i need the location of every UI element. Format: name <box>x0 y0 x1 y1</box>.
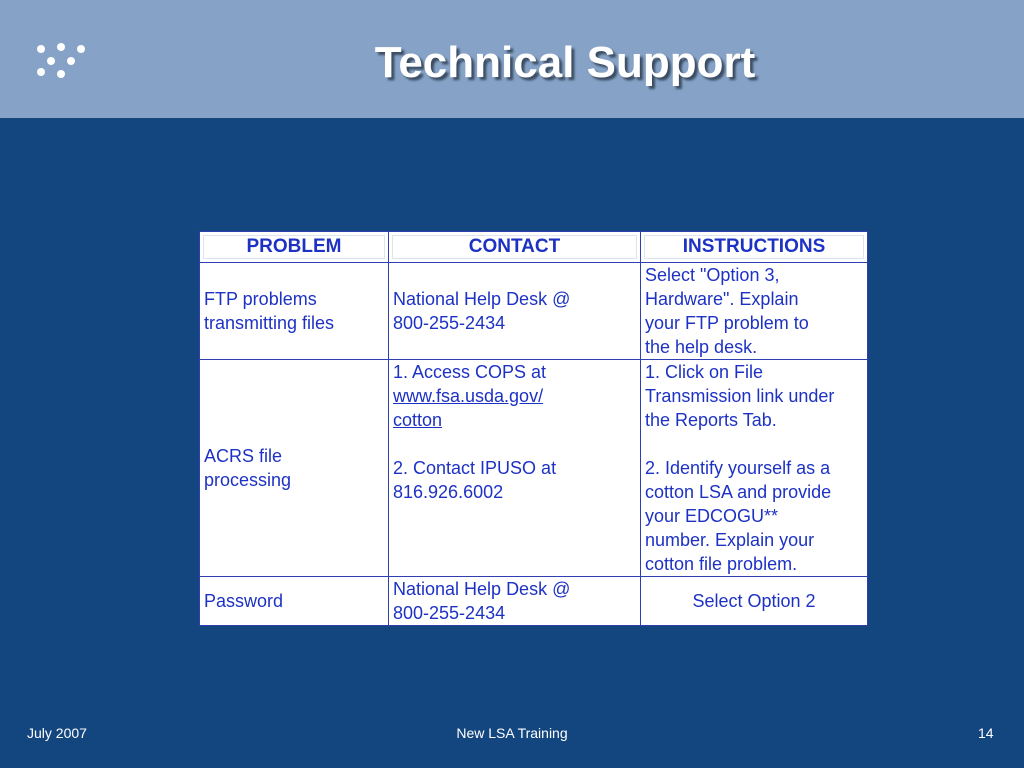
footer-date: July 2007 <box>27 725 87 741</box>
table-header-row <box>200 232 868 263</box>
contact-text: 2. Contact IPUSO at <box>393 458 557 478</box>
instructions-text: Hardware". Explain <box>645 289 799 309</box>
instructions-cell <box>641 577 868 626</box>
table-row <box>200 263 868 360</box>
contact-text: National Help Desk @ <box>393 579 571 599</box>
instructions-text: Select Option 2 <box>692 591 816 611</box>
page-number: 14 <box>978 725 994 741</box>
contact-phone: 800-255-2434 <box>393 313 506 333</box>
problem-cell <box>200 577 389 626</box>
instructions-text: 2. Identify yourself as a <box>645 458 831 478</box>
instructions-text: number. Explain your <box>645 530 815 550</box>
instructions-text: cotton file problem. <box>645 554 798 574</box>
instructions-text: Transmission link under <box>645 386 835 406</box>
instructions-cell <box>641 263 868 360</box>
problem-cell <box>200 360 389 577</box>
contact-cell <box>389 263 641 360</box>
spacer <box>393 432 636 456</box>
problem-text: ACRS file <box>204 446 283 466</box>
contact-cell <box>389 577 641 626</box>
instructions-text: cotton LSA and provide <box>645 482 832 502</box>
table-row <box>200 577 868 626</box>
instructions-text: your FTP problem to <box>645 313 809 333</box>
contact-cell <box>389 360 641 577</box>
instructions-text: Select "Option 3, <box>645 265 780 285</box>
instructions-text: the help desk. <box>645 337 758 357</box>
cops-link[interactable]: www.fsa.usda.gov/ <box>393 386 544 406</box>
contact-text: National Help Desk @ <box>393 289 571 309</box>
column-header-contact: CONTACT <box>389 232 641 263</box>
slide-title: Technical Support <box>374 38 756 87</box>
problem-text: processing <box>204 470 292 490</box>
footer-title: New LSA Training <box>456 725 568 741</box>
contact-text: 1. Access COPS at <box>393 362 547 382</box>
slide-header <box>0 0 1024 118</box>
column-header-problem: PROBLEM <box>200 232 389 263</box>
instructions-text: the Reports Tab. <box>645 410 777 430</box>
cops-link[interactable]: cotton <box>393 410 443 430</box>
problem-text: FTP problems <box>204 289 317 309</box>
instructions-cell <box>641 360 868 577</box>
contact-phone: 816.926.6002 <box>393 482 504 502</box>
instructions-text: 1. Click on File <box>645 362 764 382</box>
table-row <box>200 360 868 577</box>
problem-cell <box>200 263 389 360</box>
problem-text: transmitting files <box>204 313 335 333</box>
problem-text: Password <box>204 591 284 611</box>
column-header-instructions: INSTRUCTIONS <box>641 232 868 263</box>
spacer <box>645 432 863 456</box>
instructions-text: your EDCOGU** <box>645 506 779 526</box>
support-table <box>199 231 868 626</box>
contact-phone: 800-255-2434 <box>393 603 506 623</box>
